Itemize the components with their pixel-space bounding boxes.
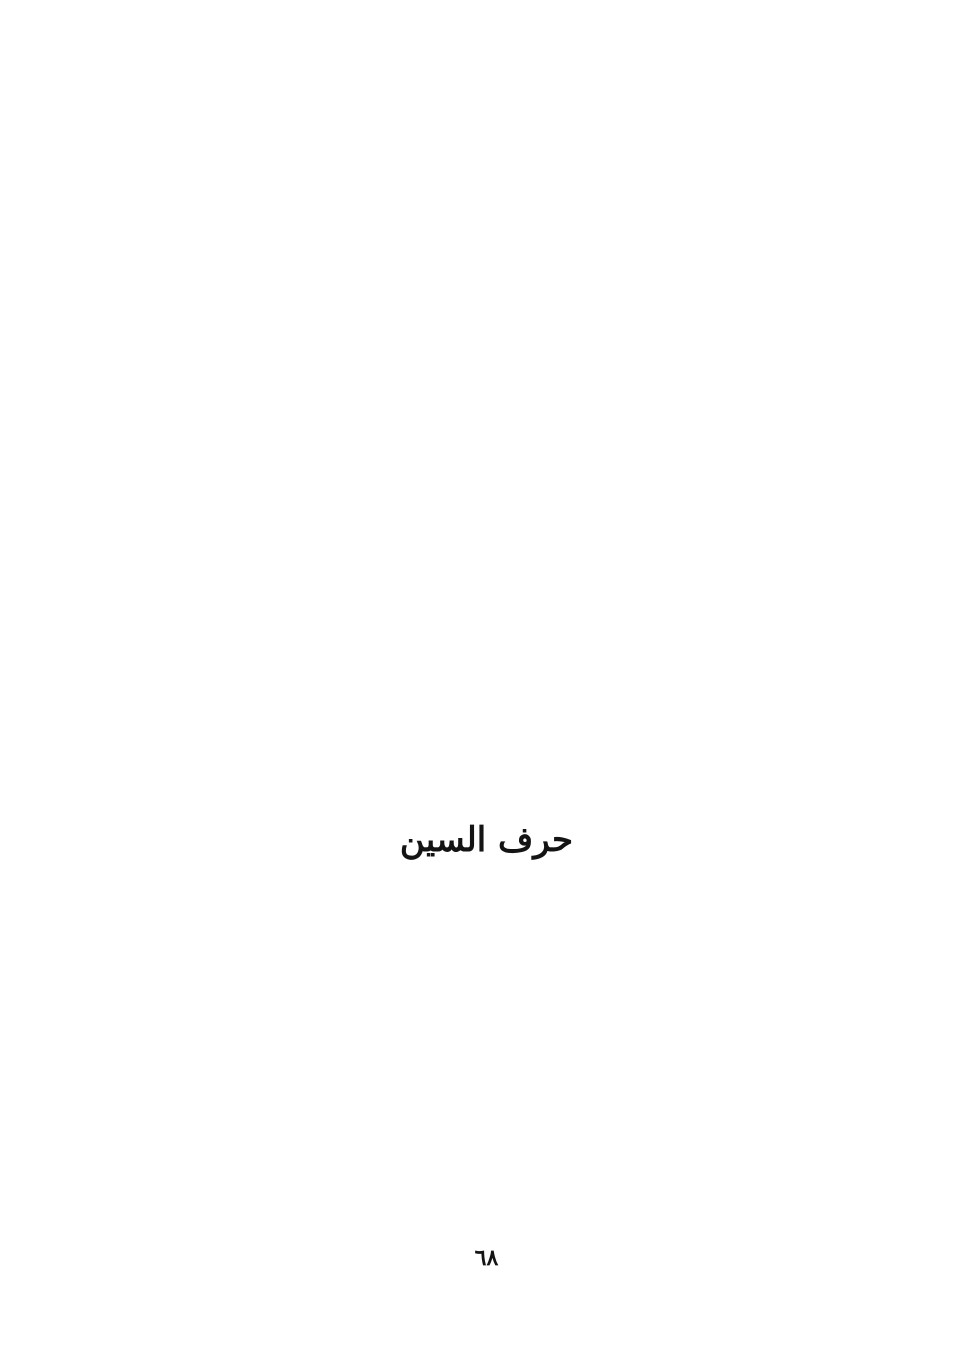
section-heading: حرف السين: [399, 820, 574, 860]
page-number: ٦٨: [474, 1245, 499, 1271]
